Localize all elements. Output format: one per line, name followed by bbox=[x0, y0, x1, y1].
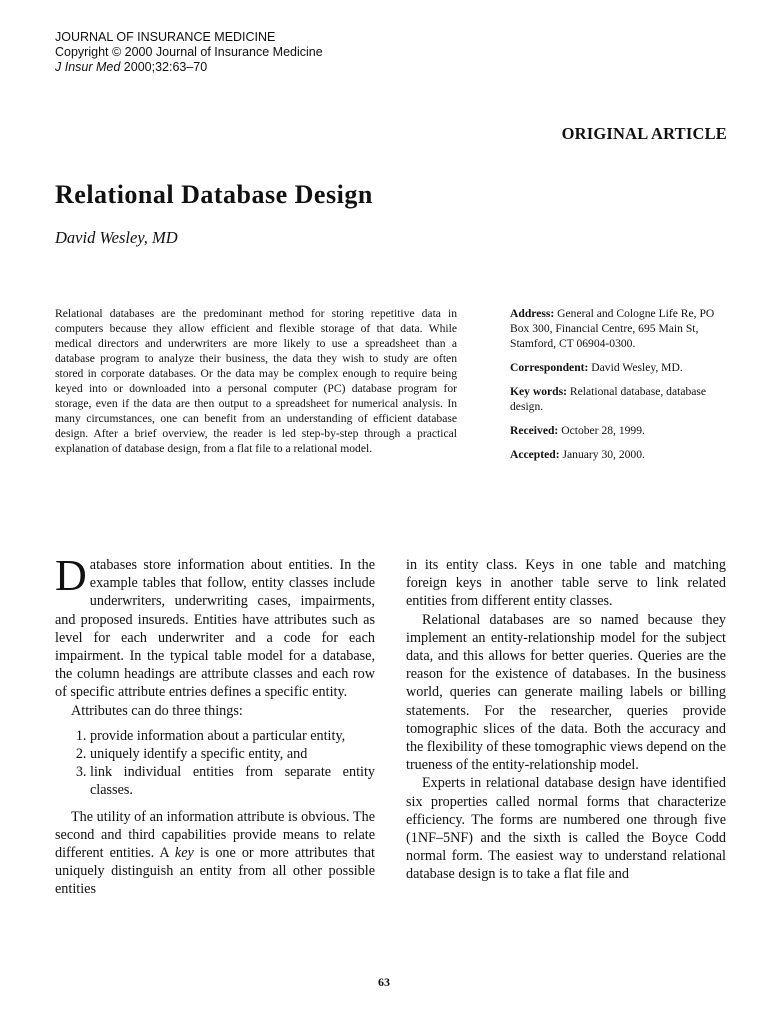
copyright-line: Copyright © 2000 Journal of Insurance Medicine bbox=[55, 45, 323, 59]
body-paragraph-5: Relational databases are so named because they implement an entity-relationship model for the subject data, and this allows for better queries. Queries are the reason for the existence of databases. In the business world, queries can generate mailing labels or billing statements. For the researcher, queries provide tomographic slices of the data. Both the accuracy and the flexibility of these tomographic views depend on the trueness of the entity-relationship model. bbox=[406, 611, 726, 774]
journal-header bbox=[55, 30, 323, 75]
page-number: 63 bbox=[378, 975, 390, 989]
keywords-label: Key words: bbox=[510, 385, 567, 398]
citation-journal: J Insur Med bbox=[55, 60, 121, 74]
list-item: 1. provide information about a particular entity, bbox=[90, 727, 375, 745]
body-column-left bbox=[55, 551, 375, 899]
accepted-text: January 30, 2000. bbox=[562, 448, 645, 461]
citation-details: 2000;32:63–70 bbox=[120, 60, 208, 74]
key-term: key bbox=[174, 845, 194, 862]
received-text: October 28, 1999. bbox=[561, 424, 645, 437]
body-paragraph-1 bbox=[55, 551, 375, 702]
article-type: ORIGINAL ARTICLE bbox=[561, 124, 727, 143]
body-paragraph-3-a: The utility of an information attribute is obvious. The second and third capabilities provide means to relate different entities. A bbox=[55, 808, 375, 862]
abstract: Relational databases are the predominant method for storing repetitive data in computers because they allow efficient and flexible storage of that data. While medical directors and underwriters are more likely to use a spreadsheet than a database program to analyze their business, the data they wish to study are often stored in corporate databases. Or the data may be complex enough to require being keyed into or downloaded into a personal computer (PC) database program for storage, even if the data are then output to a spreadsheet for numerical analysis. In many circumstances, one can benefit from an understanding of efficient database design. After a brief overview, the reader is led step-by-step through a practical explanation of database design, from a flat file to a relational model. bbox=[55, 307, 457, 455]
article-metadata bbox=[510, 306, 728, 471]
body-paragraph-6: Experts in relational database design have identified six properties called normal forms that characterize efficiency. The forms are numbered one through five (1NF–5NF) and the sixth is called the Boyce Codd normal form. The easiest way to understand relational database design is to take a flat file and bbox=[406, 775, 726, 883]
author-line: David Wesley, MD bbox=[55, 228, 178, 247]
body-paragraph-3 bbox=[55, 808, 375, 899]
keywords-block bbox=[510, 384, 728, 414]
accepted-block bbox=[510, 447, 728, 462]
address-block bbox=[510, 306, 728, 351]
journal-name: JOURNAL OF INSURANCE MEDICINE bbox=[55, 30, 276, 44]
received-block bbox=[510, 423, 728, 438]
correspondent-text: David Wesley, MD. bbox=[591, 361, 683, 374]
body-column-right bbox=[406, 556, 726, 884]
body-paragraph-4: in its entity class. Keys in one table and matching foreign keys in another table serve to link related entities from different entity classes. bbox=[406, 557, 726, 610]
keywords-text: Relational database, database design. bbox=[510, 385, 707, 413]
body-paragraph-2: Attributes can do three things: bbox=[71, 702, 243, 719]
attribute-list bbox=[55, 727, 375, 800]
correspondent-label: Correspondent: bbox=[510, 361, 589, 374]
citation-line bbox=[55, 60, 323, 75]
correspondent-block bbox=[510, 360, 728, 375]
drop-cap: D bbox=[55, 551, 87, 600]
body-paragraph-1-text: atabases store information about entities. In the example tables that follow, entity classes include underwriters, underwriting cases, impairments, and proposed insureds. Entities have attributes such as level for each underwriter and a code for each impairment. In the typical table model for a database, the column headings are attribute classes and each row of specific attribute entries defines a specific entity. bbox=[55, 557, 375, 701]
body-paragraph-3-b: is one or more attributes that uniquely distinguish an entity from all other possible entities bbox=[55, 845, 375, 898]
list-item: 2. uniquely identify a specific entity, and bbox=[90, 745, 375, 763]
address-label: Address: bbox=[510, 307, 555, 320]
received-label: Received: bbox=[510, 424, 559, 437]
list-item: 3. link individual entities from separate entity classes. bbox=[90, 763, 375, 799]
article-title: Relational Database Design bbox=[55, 180, 373, 209]
address-text: General and Cologne Life Re, PO Box 300, Financial Centre, 695 Main St, Stamford, CT 06904-0300. bbox=[510, 307, 715, 350]
accepted-label: Accepted: bbox=[510, 448, 560, 461]
